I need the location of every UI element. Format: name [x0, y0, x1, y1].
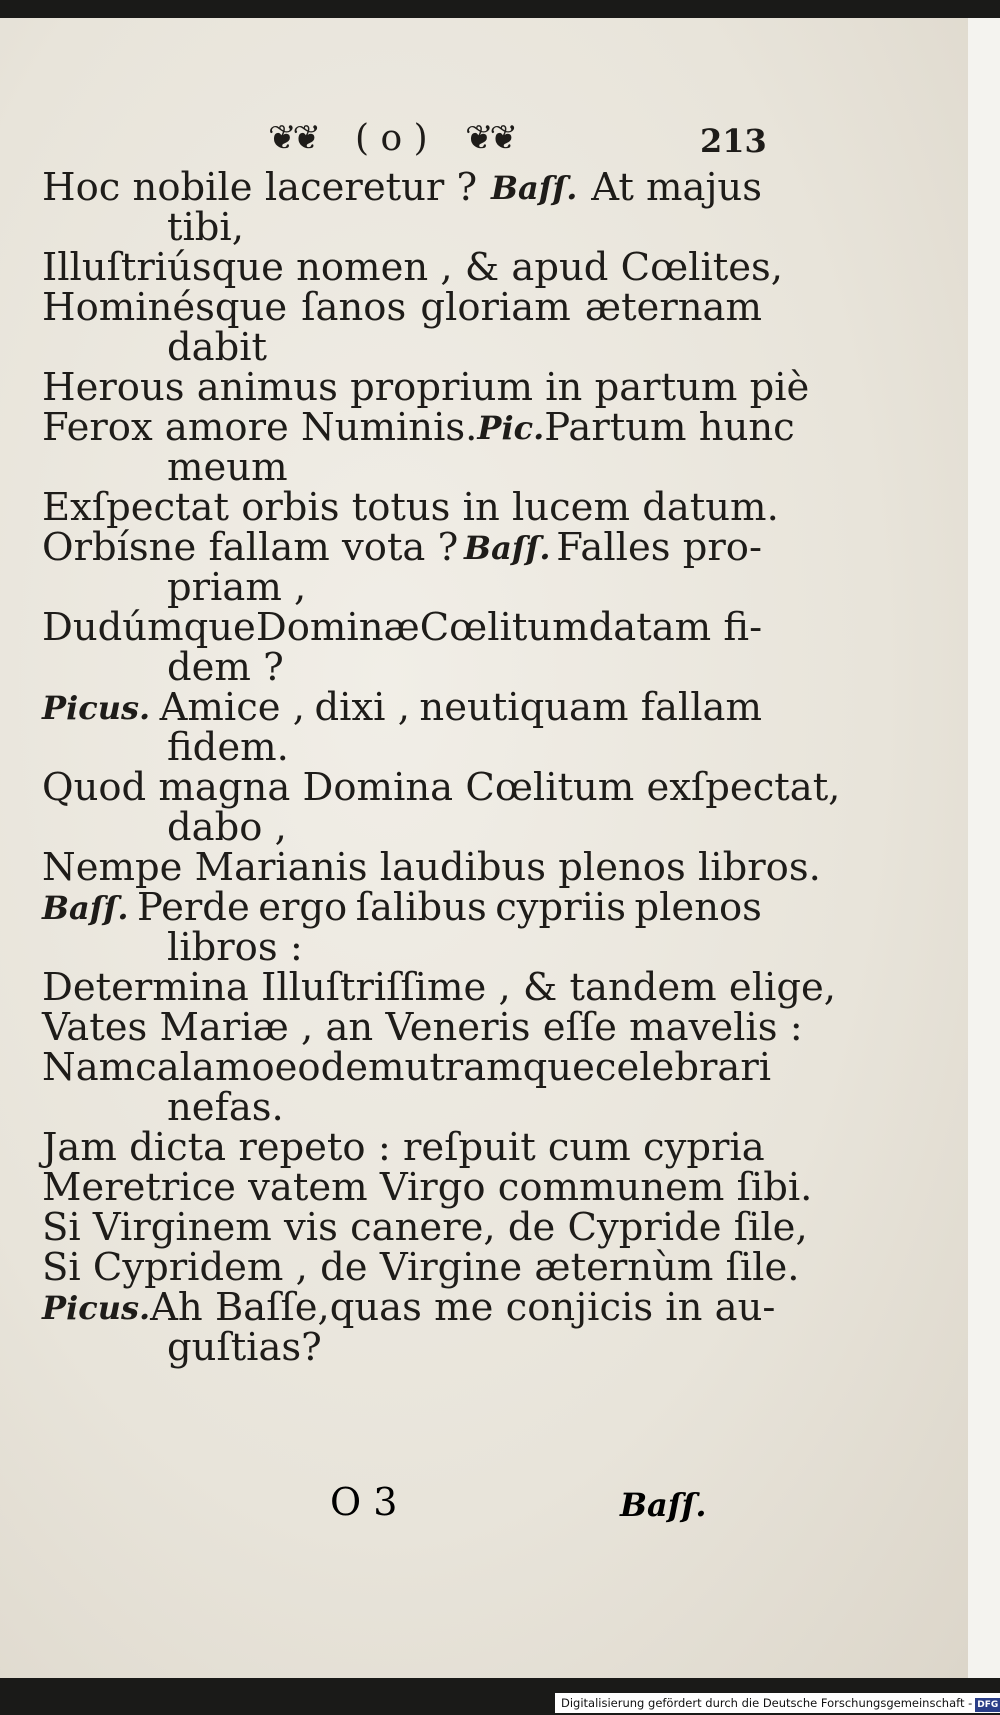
text-line: Determina Illuſtriſſime , & tandem elige,: [42, 965, 836, 1010]
speaker-label: Baſſ.: [464, 529, 551, 567]
text-line: fidem.: [167, 725, 289, 770]
line-segment: Hominésque: [42, 285, 288, 330]
signature-mark: O 3: [330, 1480, 398, 1524]
line-segment: Amice ,: [159, 685, 306, 730]
speaker-label: Pic.: [477, 409, 545, 447]
text-line: [42, 605, 763, 650]
text-line: Si Virginem vis canere, de Cypride ſile,: [42, 1205, 808, 1250]
text-line: [42, 885, 762, 930]
line-segment: æternam: [584, 285, 762, 330]
ornament-right-icon: ❦❦: [465, 118, 514, 158]
text-line: [42, 525, 762, 570]
catchword: Baſſ.: [620, 1486, 707, 1524]
line-segment: Cœlitum: [419, 605, 589, 650]
text-line: guſtias?: [167, 1325, 322, 1370]
line-segment: Orbísne fallam vota ?: [42, 525, 459, 570]
text-line: [42, 685, 762, 730]
line-segment: utramque: [404, 1045, 595, 1090]
line-segment: Dudúmque: [42, 605, 256, 650]
line-segment: Perde: [136, 885, 250, 930]
line-segment: Dominæ: [255, 605, 420, 650]
text-line: libros :: [167, 925, 303, 970]
page-footer: [0, 1480, 968, 1540]
text-line: Vates Mariæ , an Veneris eſſe mavelis :: [42, 1005, 803, 1050]
line-segment: Nam: [42, 1045, 136, 1090]
text-line: tibi,: [167, 205, 244, 250]
speaker-label: Baſſ.: [42, 889, 129, 927]
text-line: dabo ,: [167, 805, 287, 850]
line-segment: At majus: [591, 165, 762, 210]
line-segment: Falles pro-: [556, 525, 762, 570]
line-segment: cypriis: [495, 885, 626, 930]
text-line: Herous animus proprium in partum piè: [42, 365, 810, 410]
line-segment: celebrari: [594, 1045, 772, 1090]
text-line: Si Cypridem , de Virgine æternùm ſile.: [42, 1245, 800, 1290]
dfg-logo-icon: DFG: [977, 1700, 999, 1710]
text-line: dabit: [167, 325, 268, 370]
line-segment: Partum hunc: [544, 405, 795, 450]
line-segment: plenos: [634, 885, 762, 930]
text-line: Quod magna Domina Cœlitum exſpectat,: [42, 765, 841, 810]
text-line: dem ?: [167, 645, 284, 690]
text-line: [42, 285, 762, 330]
page-number: 213: [700, 122, 767, 160]
line-segment: quas me conjicis in au-: [329, 1285, 776, 1330]
text-line: Meretrice vatem Virgo communem ſibi.: [42, 1165, 813, 1210]
credit-text: Digitalisierung gefördert durch die Deutsche Forschungsgemeinschaft -: [561, 1696, 973, 1710]
speaker-label: Baſſ.: [490, 169, 578, 207]
digitization-credit: [555, 1693, 1000, 1713]
line-segment: eodem: [274, 1045, 405, 1090]
line-segment: ſalibus: [355, 885, 487, 930]
text-line: Jam dicta repeto : reſpuit cum cypria: [42, 1125, 765, 1170]
speaker-label: Picus.: [42, 1289, 151, 1327]
line-segment: ſanos: [301, 285, 407, 330]
text-line: nefas.: [167, 1085, 284, 1130]
text-line: [42, 1045, 772, 1090]
text-line: [42, 1285, 776, 1330]
text-line: Nempe Marianis laudibus plenos libros.: [42, 845, 821, 890]
line-segment: neutiquam fallam: [419, 685, 762, 730]
verse-text: [42, 165, 841, 1370]
line-segment: Ferox amore Numinis.: [42, 405, 478, 450]
text-line: priam ,: [167, 565, 307, 610]
text-line: meum: [167, 445, 288, 490]
line-segment: gloriam: [420, 285, 571, 330]
text-line: Exſpectat orbis totus in lucem datum.: [42, 485, 779, 530]
line-segment: Ah Baſſe,: [150, 1285, 330, 1330]
line-segment: datam fi-: [588, 605, 763, 650]
ornament-left-icon: ❦❦: [268, 118, 317, 158]
line-segment: dixi ,: [314, 685, 410, 730]
line-segment: ergo: [258, 885, 348, 930]
text-line: Illuſtriúsque nomen , & apud Cœlites,: [42, 245, 784, 290]
speaker-label: Picus.: [42, 689, 151, 727]
line-segment: calamo: [135, 1045, 275, 1090]
scan-margin: [968, 18, 1000, 1678]
text-line: [42, 405, 795, 450]
text-line: [42, 165, 762, 210]
page-marker: ( o ): [355, 118, 428, 159]
line-segment: Hoc nobile laceretur ?: [42, 165, 478, 210]
running-header: [60, 118, 780, 168]
